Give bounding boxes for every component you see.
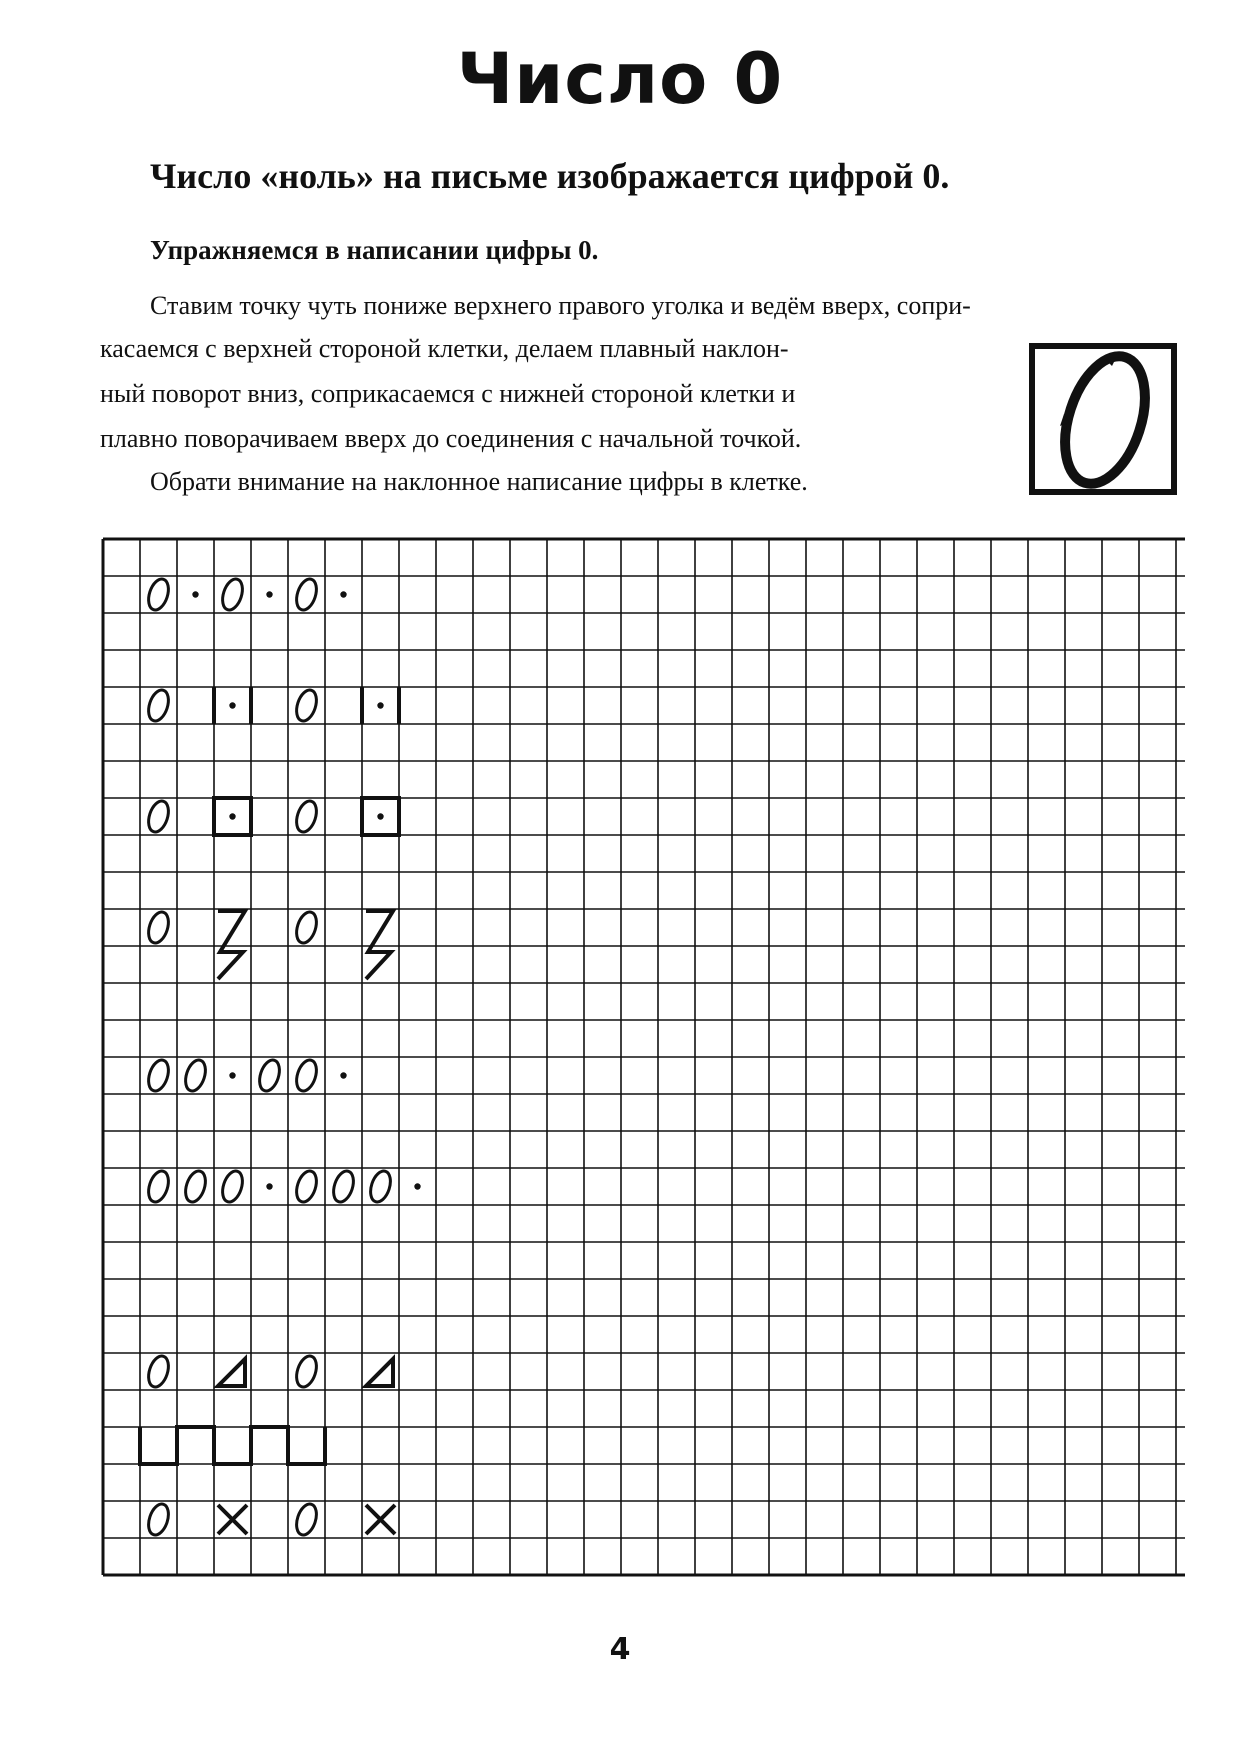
dot-icon (266, 591, 272, 597)
zero-digit-icon (219, 577, 246, 613)
zero-digit-icon (145, 577, 172, 613)
page-title: Число 0 (456, 38, 784, 120)
zero-digit-icon (145, 910, 172, 946)
zero-digit-icon (293, 799, 320, 835)
zero-digit-icon (293, 1502, 320, 1538)
instruction-line-1: Ставим точку чуть пониже верхнего правого уголка и ведём вверх, сопри- (150, 291, 971, 320)
dot-icon (340, 1072, 346, 1078)
zero-digit-icon (145, 1354, 172, 1390)
dot-icon (229, 1072, 235, 1078)
zero-digit-icon (145, 1169, 172, 1205)
instruction-line-4: плавно поворачиваем вверх до соединения с начальной точкой. (100, 424, 802, 453)
dot-icon (266, 1183, 272, 1189)
zero-digit-icon (293, 577, 320, 613)
zero-digit-icon (256, 1058, 283, 1094)
zero-digit-in-cell-icon (1028, 342, 1178, 497)
zero-digit-icon (367, 1169, 394, 1205)
zero-digit-icon (145, 688, 172, 724)
triangle-icon (218, 1359, 245, 1386)
exercise-heading: Упражняемся в написании цифры 0. (150, 235, 599, 265)
zero-digit-icon (293, 1169, 320, 1205)
dot-icon (229, 702, 235, 708)
zigzag-icon (366, 911, 393, 979)
practice-grid[interactable] (101, 537, 1185, 1591)
dot-icon (377, 702, 383, 708)
dot-icon (229, 813, 235, 819)
zero-digit-icon (293, 1354, 320, 1390)
zero-digit-icon (182, 1169, 209, 1205)
dot-icon (414, 1183, 420, 1189)
page-subtitle: Число «ноль» на письме изображается цифрой 0. (150, 156, 950, 196)
page-number: 4 (609, 1632, 631, 1667)
dot-icon (340, 591, 346, 597)
instruction-line-3: ный поворот вниз, соприкасаемся с нижней стороной клетки и (100, 379, 796, 408)
dot-icon (192, 591, 198, 597)
cross-icon (218, 1505, 247, 1534)
zero-digit-icon (145, 799, 172, 835)
zero-digit-icon (293, 910, 320, 946)
note-text: Обрати внимание на наклонное написание цифры в клетке. (150, 467, 808, 496)
triangle-icon (366, 1359, 393, 1386)
meander-pattern (140, 1427, 325, 1464)
zero-digit-icon (145, 1058, 172, 1094)
zero-digit-icon (219, 1169, 246, 1205)
cross-icon (366, 1505, 395, 1534)
zero-digit-icon (145, 1502, 172, 1538)
zero-digit-icon (293, 1058, 320, 1094)
instruction-line-2: касаемся с верхней стороной клетки, делаем плавный наклон- (100, 334, 789, 363)
zero-digit-icon (330, 1169, 357, 1205)
zero-digit-icon (182, 1058, 209, 1094)
zigzag-icon (218, 911, 245, 979)
zero-digit-icon (293, 688, 320, 724)
dot-icon (377, 813, 383, 819)
